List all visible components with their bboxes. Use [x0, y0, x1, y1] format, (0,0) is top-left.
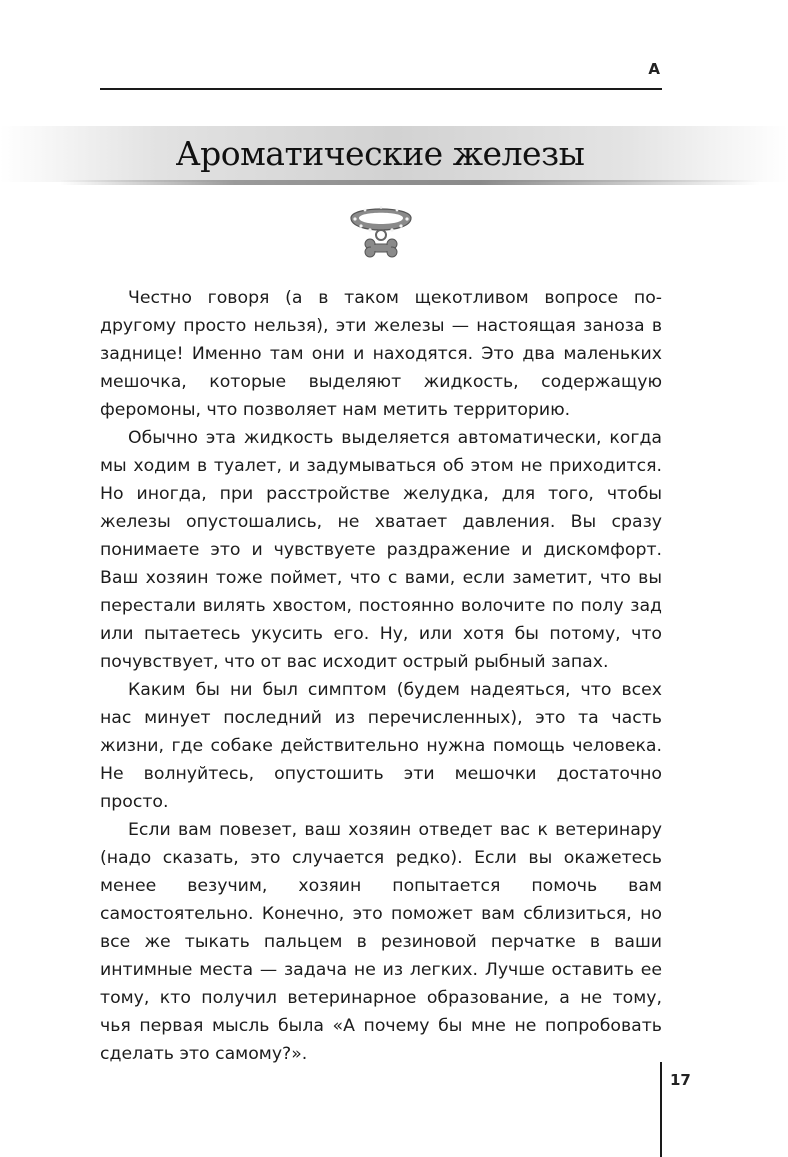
paragraph-2: Обычно эта жидкость выделяется автоматически, когда мы ходим в туалет, и задумываться об этом не приходится. Но иногда, при расстройстве желудка, для того, чтобы железы опустошались, не хватает давления. Вы сразу понимаете это и чувствуете раздражение и дискомфорт. Ваш хозяин тоже поймет, что с вами, если заметит, что вы перестали вилять хвостом, постоянно волочите по полу зад или пытаетесь укусить его. Ну, или хотя бы потому, что почувствует, что от вас исходит острый рыбный запах.	[100, 428, 662, 672]
page-title: Ароматические железы	[175, 134, 585, 173]
page-number-rule	[660, 1062, 662, 1157]
dog-collar-bone-icon	[341, 204, 421, 268]
paragraph-3: Каким бы ни был симптом (будем надеяться, что всех нас минует последний из перечисленных), это та часть жизни, где собаке действительно нужна помощь человека. Не волнуйтесь, опустошить эти мешочки достаточно просто.	[100, 680, 662, 812]
header-rule	[100, 88, 662, 90]
page-number: 17	[670, 1071, 691, 1089]
body-text	[100, 284, 662, 1068]
section-letter: А	[648, 60, 660, 78]
paragraph-1: Честно говоря (а в таком щекотливом вопросе по-другому просто нельзя), эти железы — настоящая заноза в заднице! Именно там они и находятся. Это два маленьких мешочка, которые выделяют жидкость, содержащую феромоны, что позволяет нам метить территорию.	[100, 288, 662, 420]
paragraph-4: Если вам повезет, ваш хозяин отведет вас к ветеринару (надо сказать, это случается редко). Если вы окажетесь менее везучим, хозяин попытается помочь вам самостоятельно. Конечно, это поможет вам сблизиться, но все же тыкать пальцем в резиновой перчатке в ваши интимные места — задача не из легких. Лучше оставить ее тому, кто получил ветеринарное образование, а не тому, чья первая мысль была «А почему бы мне не попробовать сделать это самому?».	[100, 820, 662, 1064]
